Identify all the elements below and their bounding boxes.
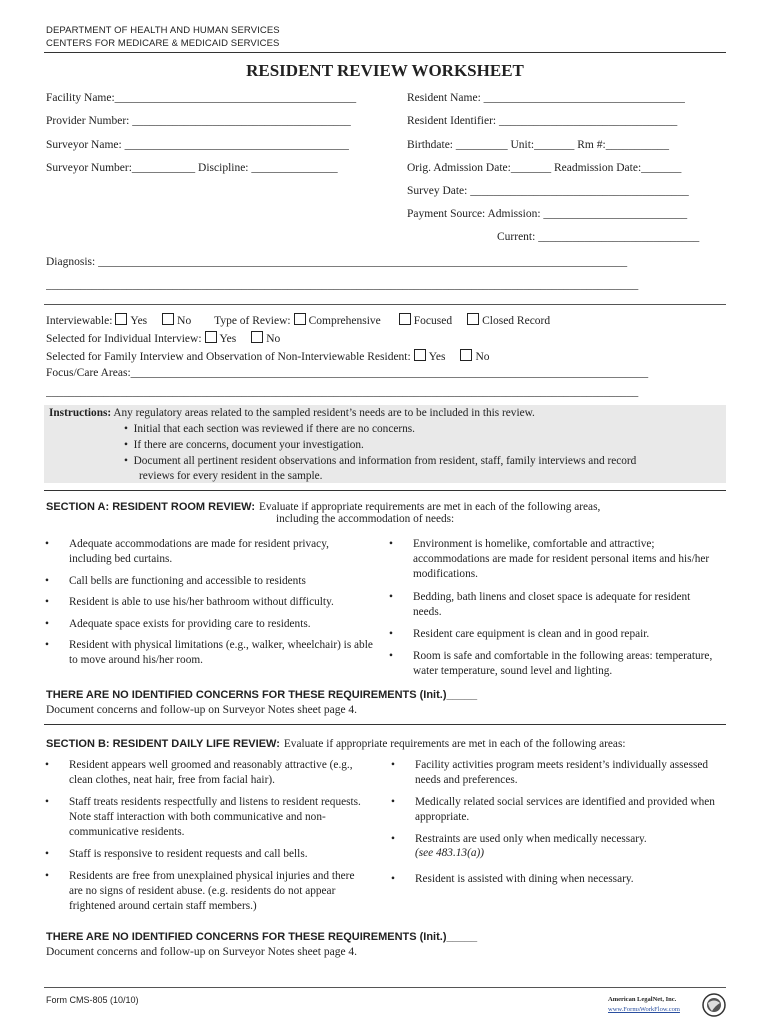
centers-line: CENTERS FOR MEDICARE & MEDICAID SERVICES — [46, 38, 280, 49]
list-item: • Resident appears well groomed and reasonably attractive (e.g., clean clothes, neat hair, free from facial hair). — [45, 759, 353, 786]
instructions-text — [49, 407, 535, 419]
survey-date-field[interactable]: Survey Date: ______________________________________ — [407, 185, 689, 197]
section-b-rule — [44, 724, 726, 725]
bullet-text: Initial that each section was reviewed if there are no concerns. — [133, 423, 415, 435]
yes-label: Yes — [130, 315, 148, 327]
payment-source-field[interactable]: Payment Source: Admission: _________________________ — [407, 208, 688, 220]
yes-label: Yes — [428, 351, 446, 363]
divider — [44, 304, 726, 305]
yes-label: Yes — [219, 333, 237, 345]
provider-number-field[interactable]: Provider Number: ______________________________________ — [46, 115, 351, 127]
list-item: • Restraints are used only when medically necessary. — [391, 833, 647, 845]
instruction-bullet-3 — [124, 455, 636, 467]
page-title: RESIDENT REVIEW WORKSHEET — [246, 61, 524, 80]
individual-yes-checkbox[interactable] — [205, 331, 217, 343]
list-item: • Room is safe and comfortable in the following areas: temperature, water temperature, sound level and lighting. — [389, 650, 713, 677]
list-item: • Call bells are functioning and accessible to residents — [45, 575, 306, 587]
section-b-heading: SECTION B: RESIDENT DAILY LIFE REVIEW: — [46, 738, 280, 750]
birthdate-field[interactable]: Birthdate: _________ Unit:_______ Rm #:___________ — [407, 139, 669, 151]
family-no-checkbox[interactable] — [460, 349, 472, 361]
interviewable-label: Interviewable: — [46, 315, 113, 327]
family-interview-label: Selected for Family Interview and Observation of Non-Interviewable Resident: — [46, 351, 411, 363]
type-of-review-label: Type of Review: — [214, 315, 291, 327]
bullet-text: Document all pertinent resident observations and information from resident, staff, family interviews and record — [133, 455, 637, 467]
list-item: • Residents are free from unexplained physical injuries and there are no signs of resident abuse. (e.g. residents do not appear frightened around certain staff members.) — [45, 870, 355, 912]
diagnosis-field[interactable]: Diagnosis: ____________________________________________________________________________________________ — [46, 256, 628, 268]
list-item: • Adequate space exists for providing care to residents. — [45, 618, 311, 630]
section-b-heading-row — [46, 734, 625, 752]
bullet: • — [124, 439, 128, 451]
list-item: • Resident care equipment is clean and in good repair. — [389, 628, 650, 640]
instructions-label: Instructions: — [49, 407, 112, 419]
resident-name-field[interactable]: Resident Name: ___________________________________ — [407, 92, 685, 104]
instruction-bullet-2 — [124, 439, 364, 451]
list-item: • Bedding, bath linens and closet space is adequate for resident needs. — [389, 591, 691, 618]
section-b-desc: Evaluate if appropriate requirements are met in each of the following areas: — [283, 738, 626, 750]
comprehensive-checkbox[interactable] — [294, 313, 306, 325]
publisher-name: American LegalNet, Inc. — [608, 996, 677, 1003]
no-label: No — [266, 333, 281, 345]
diagnosis-line-2[interactable]: _______________________________________________________________________________________________________ — [46, 279, 639, 291]
bullet: • — [124, 455, 128, 467]
footer-rule — [44, 987, 726, 988]
interviewable-yes-checkbox[interactable] — [115, 313, 127, 325]
facility-name-field[interactable]: Facility Name:__________________________________________ — [46, 92, 357, 104]
focused-checkbox[interactable] — [399, 313, 411, 325]
department-line: DEPARTMENT OF HEALTH AND HUMAN SERVICES — [46, 25, 280, 36]
family-interview-row — [46, 349, 490, 363]
family-yes-checkbox[interactable] — [414, 349, 426, 361]
list-item: • Staff is responsive to resident requests and call bells. — [45, 848, 308, 860]
individual-interview-row — [46, 331, 280, 345]
closed-record-checkbox[interactable] — [467, 313, 479, 325]
list-item: • Medically related social services are identified and provided when appropriate. — [391, 796, 715, 823]
surveyor-number-field[interactable]: Surveyor Number:___________ Discipline: _______________ — [46, 162, 338, 174]
interviewable-no-checkbox[interactable] — [162, 313, 174, 325]
section-b-concern-initials[interactable]: THERE ARE NO IDENTIFIED CONCERNS FOR THESE REQUIREMENTS (Init.)_____ — [46, 931, 478, 943]
list-item: • Resident is able to use his/her bathroom without difficulty. — [45, 596, 334, 608]
section-a-desc: Evaluate if appropriate requirements are met in each of the following areas, — [259, 501, 601, 513]
globe-icon — [702, 993, 726, 1017]
publisher-logo — [606, 993, 728, 1019]
list-item: • Environment is homelike, comfortable and attractive; accommodations are made for resident personal items and his/her modifications. — [389, 538, 710, 580]
section-a-heading: SECTION A: RESIDENT ROOM REVIEW: — [46, 501, 256, 513]
surveyor-name-field[interactable]: Surveyor Name: _______________________________________ — [46, 139, 349, 151]
instruction-bullet-3-cont: reviews for every resident in the sample. — [139, 470, 323, 482]
section-a-rule — [44, 490, 726, 491]
closed-record-label: Closed Record — [482, 315, 551, 327]
publisher-url[interactable]: www.FormsWorkFlow.com — [608, 1006, 680, 1013]
section-a-document-note: Document concerns and follow-up on Surveyor Notes sheet page 4. — [46, 704, 358, 716]
bullet: • — [124, 423, 128, 435]
header-rule — [44, 52, 726, 53]
interviewable-row — [46, 313, 550, 327]
comprehensive-label: Comprehensive — [308, 315, 381, 327]
list-item: • Resident with physical limitations (e.g., walker, wheelchair) is able to move around his/her room. — [45, 639, 373, 666]
admission-date-field[interactable]: Orig. Admission Date:_______ Readmission Date:_______ — [407, 162, 682, 174]
instructions-body: Any regulatory areas related to the sampled resident’s needs are to be included in this review. — [113, 407, 535, 419]
bullet-text: If there are concerns, document your investigation. — [133, 439, 364, 451]
no-label: No — [177, 315, 192, 327]
focus-care-areas-line-2[interactable]: _______________________________________________________________________________________________________ — [46, 386, 639, 398]
section-b-document-note: Document concerns and follow-up on Surveyor Notes sheet page 4. — [46, 946, 358, 958]
current-payment-field[interactable]: Current: ____________________________ — [497, 231, 700, 243]
instruction-bullet-1 — [124, 423, 415, 435]
list-item: • Facility activities program meets resident’s individually assessed needs and preferences. — [391, 759, 709, 786]
individual-interview-label: Selected for Individual Interview: — [46, 333, 202, 345]
section-a-concern-initials[interactable]: THERE ARE NO IDENTIFIED CONCERNS FOR THESE REQUIREMENTS (Init.)_____ — [46, 689, 478, 701]
list-item: • Staff treats residents respectfully and listens to resident requests. Note staff interaction with both communicative and non-communicative residents. — [45, 796, 361, 838]
focus-care-areas-field[interactable]: Focus/Care Areas:__________________________________________________________________________________________ — [46, 367, 649, 379]
section-a-desc-2: including the accommodation of needs: — [276, 513, 455, 525]
list-item: • Adequate accommodations are made for resident privacy, including bed curtains. — [45, 538, 329, 565]
focused-label: Focused — [413, 315, 453, 327]
restraints-reference: (see 483.13(a)) — [415, 847, 485, 859]
resident-identifier-field[interactable]: Resident Identifier: _______________________________ — [407, 115, 678, 127]
individual-no-checkbox[interactable] — [251, 331, 263, 343]
no-label: No — [475, 351, 490, 363]
list-item: • Resident is assisted with dining when necessary. — [391, 873, 634, 885]
form-number: Form CMS-805 (10/10) — [46, 995, 139, 1005]
